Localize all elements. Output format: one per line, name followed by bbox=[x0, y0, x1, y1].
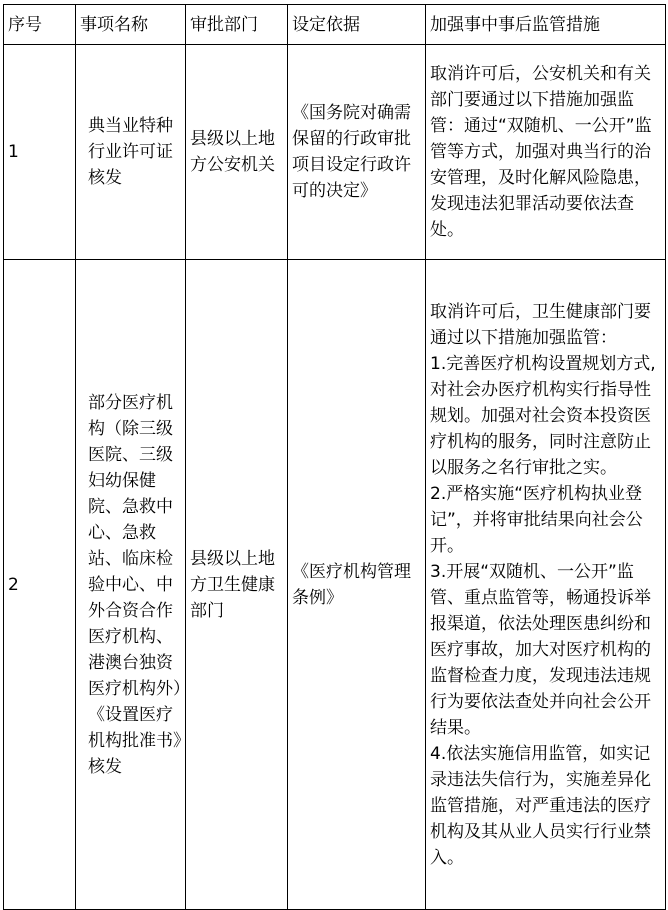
measure-item-1: 1.完善医疗机构设置规划方式,对社会办医疗机构实行指导性规划。加强对社会资本投资医疗机构的服务，同时注意防止以服务之名行审批之实。 bbox=[430, 353, 656, 478]
table-row bbox=[4, 45, 666, 260]
header-approval-dept: 审批部门 bbox=[186, 5, 288, 45]
legal-basis-text: 《医疗机构管理条例》 bbox=[292, 561, 411, 608]
row-item-name bbox=[76, 45, 186, 260]
row-seq: 2 bbox=[4, 260, 76, 910]
item-name-text: 典当业特种行业许可证核发 bbox=[88, 116, 173, 188]
header-supervision-measures: 加强事中事后监管措施 bbox=[426, 5, 666, 45]
document-page bbox=[3, 4, 665, 910]
row-supervision-measures bbox=[426, 260, 666, 910]
row-seq: 1 bbox=[4, 45, 76, 260]
row-approval-dept bbox=[186, 45, 288, 260]
header-seq: 序号 bbox=[4, 5, 76, 45]
measure-item-3: 3.开展“双随机、一公开”监管、重点监管等，畅通投诉举报渠道，依法处理医患纠纷和医疗事故，加大对医疗机构的监督检查力度，发现违法违规行为要依法查处并向社会公开结果。 bbox=[430, 561, 651, 738]
legal-basis-text: 《国务院对确需保留的行政审批项目设定行政许可的决定》 bbox=[292, 103, 411, 201]
table-header-row bbox=[4, 5, 666, 45]
table-row bbox=[4, 260, 666, 910]
header-legal-basis: 设定依据 bbox=[288, 5, 426, 45]
measure-paragraph: 取消许可后，公安机关和有关部门要通过以下措施加强监管：通过“双随机、一公开”监管等方式，加强对典当行的治安管理，及时化解风险隐患，发现违法犯罪活动要依法查处。 bbox=[430, 64, 652, 240]
row-legal-basis bbox=[288, 260, 426, 910]
row-item-name bbox=[76, 260, 186, 910]
approval-dept-text: 县级以上地方卫生健康部门 bbox=[190, 548, 275, 621]
row-approval-dept bbox=[186, 260, 288, 910]
measure-intro: 取消许可后，卫生健康部门要通过以下措施加强监管： bbox=[430, 301, 651, 348]
row-supervision-measures bbox=[426, 45, 666, 260]
approval-items-table bbox=[3, 4, 666, 910]
approval-dept-text: 县级以上地方公安机关 bbox=[190, 129, 275, 175]
measure-item-2: 2.严格实施“医疗机构执业登记”，并将审批结果向社会公开。 bbox=[430, 483, 643, 556]
item-name-text: 部分医疗机构（除三级医院、三级妇幼保健院、急救中心、急救站、临床检验中心、中外合资合作医疗机构、港澳台独资医疗机构外）《设置医疗机构批准书》核发 bbox=[88, 392, 182, 777]
measure-item-4: 4.依法实施信用监管，如实记录违法失信行为，实施差异化监管措施，对严重违法的医疗机构及其从业人员实行行业禁入。 bbox=[430, 743, 651, 868]
row-legal-basis bbox=[288, 45, 426, 260]
header-item-name: 事项名称 bbox=[76, 5, 186, 45]
